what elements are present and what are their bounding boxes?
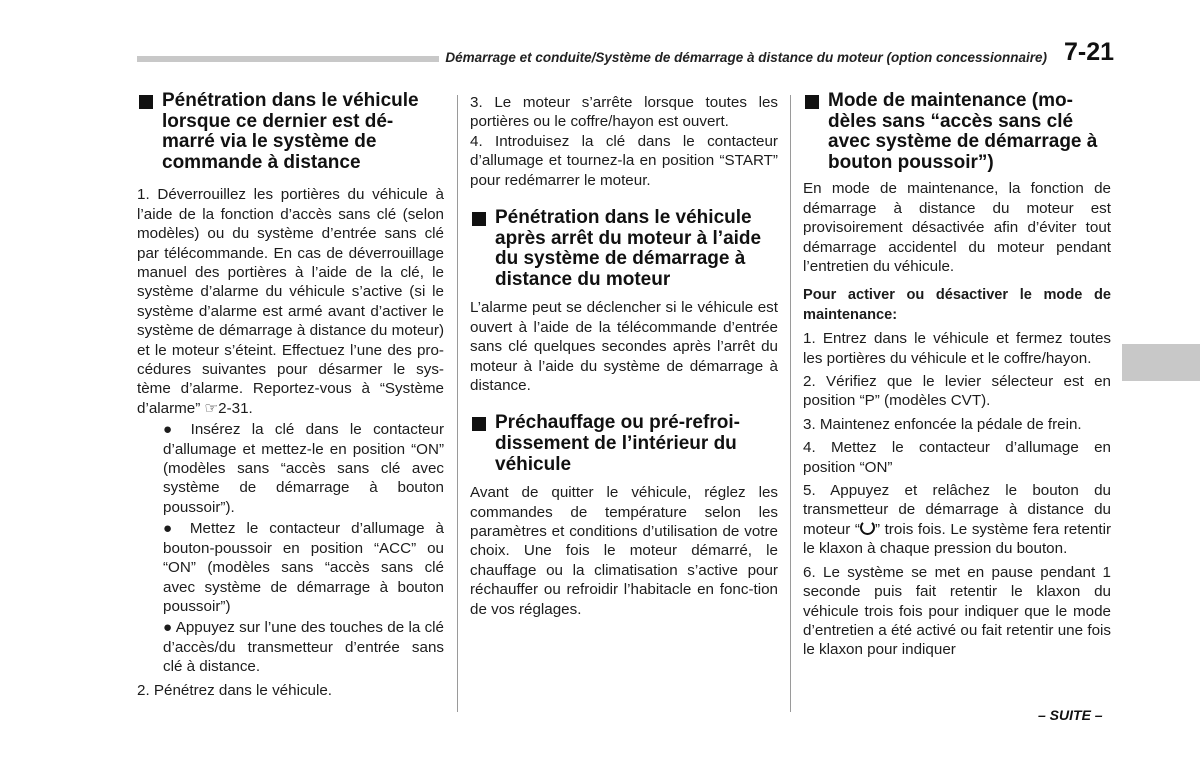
section-square-icon <box>139 95 153 109</box>
section-square-icon <box>805 95 819 109</box>
step-6: 6. Le système se met en pause pendant 1 seconde puis fait retentir le klaxon du véhicule trois fois pour indiquer que le mode d’entretien a été activé ou fait retentir une fois le klaxon pour indiquer <box>803 563 1111 659</box>
column-left <box>137 91 444 700</box>
section-heading: Préchauffage ou pré-refroi-dissement de l’intérieur du véhicule <box>470 413 778 475</box>
section-body: L’alarme peut se déclencher si le véhicule est ouvert à l’aide de la télécommande d’entrée sans clé quelques secondes après l’arrêt du moteur à l’aide du système de démarrage à distance. <box>470 299 778 395</box>
continued-marker: – SUITE – <box>1038 707 1103 723</box>
column-divider <box>790 95 791 712</box>
page-number: 7-21 <box>1064 38 1115 66</box>
section-square-icon <box>472 417 486 431</box>
step-1: 1. Entrez dans le véhicule et fermez toutes les portières du véhicule et le coffre/hayon. <box>803 330 1111 367</box>
step-2: 2. Vérifiez que le levier sélecteur est en position “P” (modèles CVT). <box>803 373 1111 410</box>
chapter-tab <box>1122 344 1200 381</box>
step-3: 3. Maintenez enfoncée la pédale de frein. <box>803 415 1082 433</box>
column-middle <box>470 91 778 619</box>
bullet-item: ● Mettez le contacteur d’allumage à bouton-poussoir en position “ACC” ou “ON” (modèles sans “accès sans clé avec système de démarrage à bouton poussoir”) <box>163 520 444 615</box>
step-3: 3. Le moteur s’arrête lorsque toutes les portières ou le coffre/hayon est ouvert. <box>470 94 778 131</box>
step-4: 4. Introduisez la clé dans le contacteur d’allumage et tournez-la en position “START” pour redémarrer le moteur. <box>470 132 778 189</box>
remote-start-button-icon <box>860 520 875 535</box>
step-5: 5. Appuyez et relâchez le bouton du transmetteur de démarrage à distance du moteur “ ” trois fois. Le système fera retentir le klaxon à chaque pression du bouton. <box>803 482 1111 558</box>
step-4: 4. Mettez le contacteur d’allumage en position “ON” <box>803 439 1111 476</box>
bullet-item: ● Appuyez sur l’une des touches de la clé d’accès/du transmetteur d’entrée sans clé à distance. <box>163 619 444 676</box>
section-intro: En mode de maintenance, la fonction de démarrage à distance du moteur est provisoirement désactivée afin d’éviter tout démarrage accidentel du moteur pendant l’entretien du véhicule. <box>803 180 1111 275</box>
section-heading: Mode de maintenance (mo-dèles sans “accès sans clé avec système de démarrage à bouton poussoir”) <box>803 91 1111 173</box>
section-heading: Pénétration dans le véhicule lorsque ce dernier est dé-marré via le système de commande à distance <box>137 91 444 173</box>
step-1: 1. Déverrouillez les portières du véhicule à l’aide de la fonction d’accès sans clé (selon modèles) ou du système d’entrée sans clé par télécommande. En cas de déverrouillage manuel des portières à l’aide de la clé, le système d’alarme du véhicule s’active (si le système d’alarme est armé avant d’activer le système de démarrage à distance du moteur) et le moteur s’éteint. Effectuez l’une des pro-cédures suivantes pour désarmer le sys-tème d’alarme. Reportez-vous à “Système d’alarme” ☞2-31. <box>137 186 444 417</box>
section-body: Avant de quitter le véhicule, réglez les commandes de température selon les paramètres et conditions d’utilisation de votre choix. Une fois le moteur démarré, le chauffage ou la climatisation s’active pour réchauffer ou refroidir l’habitacle en fonc-tion de vos réglages. <box>470 484 778 618</box>
section-square-icon <box>472 212 486 226</box>
step-2: 2. Pénétrez dans le véhicule. <box>137 681 333 699</box>
procedure-title: Pour activer ou désactiver le mode de maintenance: <box>803 287 1111 323</box>
bullet-item: ● Insérez la clé dans le contacteur d’allumage et mettez-le en position “ON” (modèles sans “accès sans clé avec système de démarrage à bouton poussoir”). <box>163 421 444 516</box>
column-right <box>803 91 1111 660</box>
column-divider <box>457 95 458 712</box>
running-header: Démarrage et conduite/Système de démarrage à distance du moteur (option concessionnaire) <box>439 49 1047 66</box>
section-heading: Pénétration dans le véhicule après arrêt du moteur à l’aide du système de démarrage à distance du moteur <box>470 208 778 290</box>
